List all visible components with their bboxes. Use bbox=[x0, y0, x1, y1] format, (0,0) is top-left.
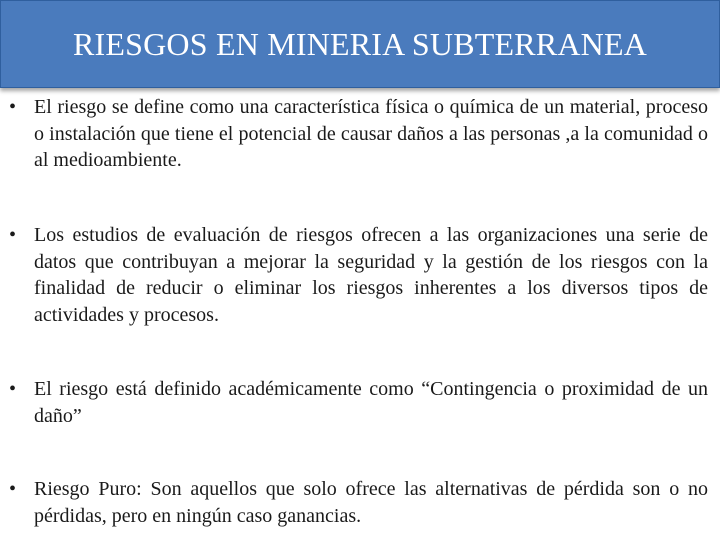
bullet-text: El riesgo está definido académicamente como “Contingencia o proximidad de un daño” bbox=[34, 378, 708, 427]
bullet-text: Riesgo Puro: Son aquellos que solo ofrece las alternativas de pérdida son o no pérdidas, pero en ningún caso ganancias. bbox=[34, 478, 708, 527]
slide-title-bar bbox=[0, 0, 720, 88]
bullet-marker: • bbox=[9, 478, 17, 500]
bullet-marker: • bbox=[9, 224, 17, 246]
bullet-item bbox=[8, 376, 708, 429]
bullet-marker: • bbox=[9, 96, 17, 118]
bullet-text: El riesgo se define como una característica física o química de un material, proceso o instalación que tiene el potencial de causar daños a las personas ,a la comunidad o al medioambiente. bbox=[34, 96, 708, 171]
bullet-item bbox=[8, 94, 708, 174]
bullet-text: Los estudios de evaluación de riesgos ofrecen a las organizaciones una serie de datos que contribuyan a mejorar la seguridad y la gestión de los riesgos con la finalidad de reducir o eliminar los riesgos inherentes a los diversos tipos de actividades y procesos. bbox=[34, 224, 708, 326]
bullet-item bbox=[8, 222, 708, 328]
slide-title: RIESGOS EN MINERIA SUBTERRANEA bbox=[72, 25, 648, 62]
bullet-item bbox=[8, 476, 708, 529]
bullet-marker: • bbox=[9, 378, 17, 400]
